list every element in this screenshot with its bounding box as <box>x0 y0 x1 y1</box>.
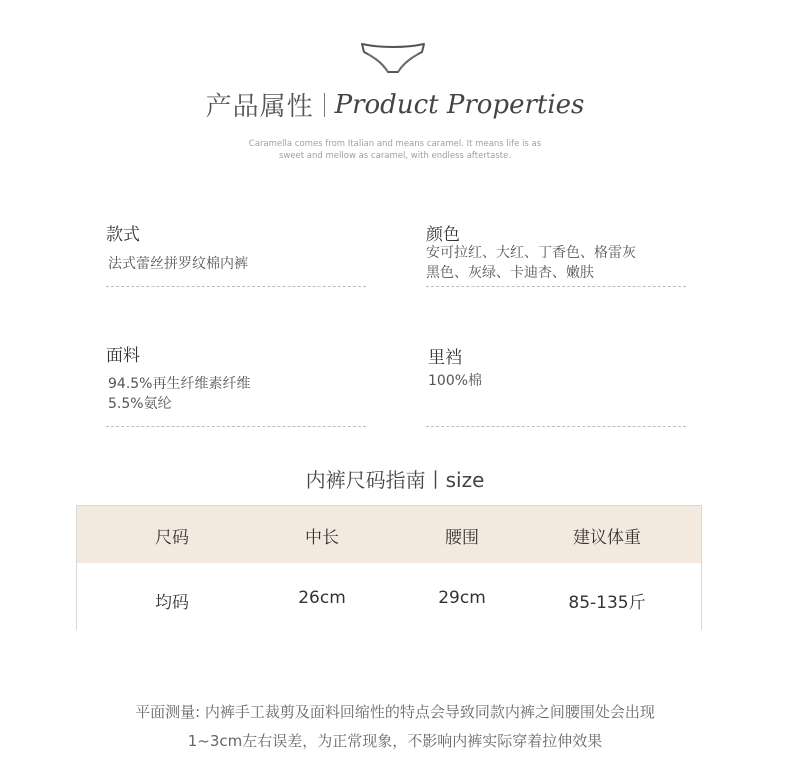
measurement-note <box>0 698 790 756</box>
size-guide-title: 内裤尺码指南丨size <box>305 468 485 492</box>
note-line-2: 1~3cm左右误差，为正常现象，不影响内裤实际穿着拉伸效果 <box>187 732 603 750</box>
table-cell: 29cm <box>438 588 486 608</box>
table-cell: 26cm <box>298 588 346 608</box>
style-value: 法式蕾丝拼罗纹棉内裤 <box>108 256 248 272</box>
column-header: 中长 <box>305 528 339 548</box>
fabric-value-line-2: 5.5%氨纶 <box>108 396 172 412</box>
color-label: 颜色 <box>426 225 460 245</box>
note-line-1: 平面测量: 内裤手工裁剪及面料回缩性的特点会导致同款内裤之间腰围处会出现 <box>135 703 655 721</box>
color-value-line-1: 安可拉红、大红、丁香色、格雷灰 <box>426 245 636 261</box>
fabric-value <box>108 374 250 414</box>
color-value-line-2: 黑色、灰绿、卡迪杏、嫩肤 <box>426 265 594 281</box>
divider <box>106 286 366 287</box>
fabric-value-line-1: 94.5%再生纤维素纤维 <box>108 376 251 392</box>
column-header: 腰围 <box>445 528 479 548</box>
title-chinese: 产品属性 <box>205 92 314 122</box>
color-value <box>426 243 636 283</box>
title-divider <box>324 93 325 117</box>
table-header-row <box>77 506 701 563</box>
lining-value: 100%棉 <box>428 373 483 389</box>
brand-tagline <box>0 138 790 162</box>
style-label: 款式 <box>106 225 140 245</box>
title-english: Product Properties <box>334 89 585 120</box>
table-cell: 均码 <box>155 593 189 613</box>
page-title <box>0 86 790 123</box>
tagline-line-1: Caramella comes from Italian and means caramel. It means life is as <box>248 139 542 149</box>
fabric-label: 面料 <box>106 346 140 366</box>
briefs-outline-icon <box>358 38 428 80</box>
table-row <box>77 563 701 630</box>
size-table <box>76 505 702 630</box>
column-header: 建议体重 <box>573 528 641 548</box>
lining-label: 里裆 <box>428 348 462 368</box>
divider <box>426 286 686 287</box>
divider <box>106 426 366 427</box>
table-cell: 85-135斤 <box>568 593 646 613</box>
tagline-line-2: sweet and mellow as caramel, with endless aftertaste. <box>278 151 512 161</box>
column-header: 尺码 <box>155 528 189 548</box>
divider <box>426 426 686 427</box>
